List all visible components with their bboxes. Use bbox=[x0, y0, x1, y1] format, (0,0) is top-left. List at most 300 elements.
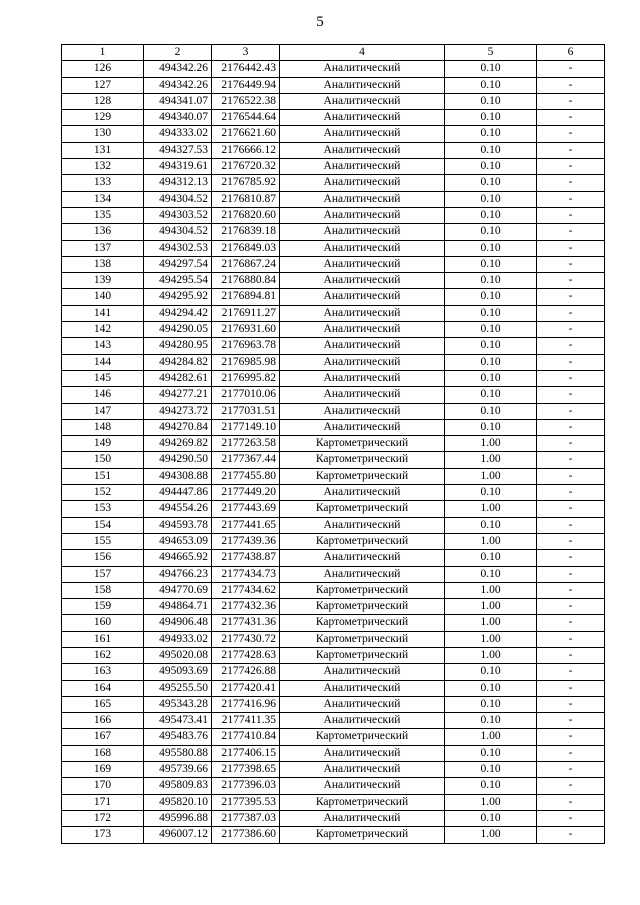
note-cell: - bbox=[537, 517, 605, 533]
method-cell: Аналитический bbox=[280, 354, 445, 370]
method-cell: Аналитический bbox=[280, 175, 445, 191]
method-cell: Аналитический bbox=[280, 485, 445, 501]
accuracy-cell: 0.10 bbox=[445, 273, 537, 289]
accuracy-cell: 0.10 bbox=[445, 93, 537, 109]
accuracy-cell: 0.10 bbox=[445, 191, 537, 207]
point-number-cell: 137 bbox=[62, 240, 144, 256]
note-cell: - bbox=[537, 582, 605, 598]
x-coordinate-cell: 494290.05 bbox=[144, 322, 212, 338]
method-cell: Аналитический bbox=[280, 77, 445, 93]
point-number-cell: 151 bbox=[62, 468, 144, 484]
y-coordinate-cell: 2177396.03 bbox=[212, 778, 280, 794]
note-cell: - bbox=[537, 305, 605, 321]
note-cell: - bbox=[537, 599, 605, 615]
note-cell: - bbox=[537, 77, 605, 93]
accuracy-cell: 0.10 bbox=[445, 110, 537, 126]
table-row bbox=[62, 468, 605, 484]
table-row bbox=[62, 370, 605, 386]
accuracy-cell: 0.10 bbox=[445, 175, 537, 191]
method-cell: Аналитический bbox=[280, 664, 445, 680]
accuracy-cell: 0.10 bbox=[445, 322, 537, 338]
y-coordinate-cell: 2176442.43 bbox=[212, 61, 280, 77]
point-number-cell: 126 bbox=[62, 61, 144, 77]
table-row bbox=[62, 419, 605, 435]
x-coordinate-cell: 494770.69 bbox=[144, 582, 212, 598]
note-cell: - bbox=[537, 142, 605, 158]
accuracy-cell: 1.00 bbox=[445, 827, 537, 843]
x-coordinate-cell: 494304.52 bbox=[144, 224, 212, 240]
accuracy-cell: 0.10 bbox=[445, 566, 537, 582]
accuracy-cell: 0.10 bbox=[445, 207, 537, 223]
x-coordinate-cell: 495809.83 bbox=[144, 778, 212, 794]
accuracy-cell: 0.10 bbox=[445, 224, 537, 240]
table-row bbox=[62, 77, 605, 93]
point-number-cell: 167 bbox=[62, 729, 144, 745]
table-header-row bbox=[62, 45, 605, 61]
table-row bbox=[62, 110, 605, 126]
note-cell: - bbox=[537, 224, 605, 240]
table-row bbox=[62, 729, 605, 745]
point-number-cell: 148 bbox=[62, 419, 144, 435]
table-row bbox=[62, 305, 605, 321]
note-cell: - bbox=[537, 289, 605, 305]
table-row bbox=[62, 827, 605, 843]
column-header-2: 2 bbox=[144, 45, 212, 61]
accuracy-cell: 0.10 bbox=[445, 61, 537, 77]
y-coordinate-cell: 2177431.36 bbox=[212, 615, 280, 631]
point-number-cell: 131 bbox=[62, 142, 144, 158]
method-cell: Аналитический bbox=[280, 810, 445, 826]
point-number-cell: 160 bbox=[62, 615, 144, 631]
accuracy-cell: 0.10 bbox=[445, 696, 537, 712]
point-number-cell: 146 bbox=[62, 387, 144, 403]
note-cell: - bbox=[537, 191, 605, 207]
y-coordinate-cell: 2177367.44 bbox=[212, 452, 280, 468]
table-row bbox=[62, 403, 605, 419]
x-coordinate-cell: 494282.61 bbox=[144, 370, 212, 386]
accuracy-cell: 0.10 bbox=[445, 419, 537, 435]
x-coordinate-cell: 494340.07 bbox=[144, 110, 212, 126]
y-coordinate-cell: 2177438.87 bbox=[212, 550, 280, 566]
point-number-cell: 164 bbox=[62, 680, 144, 696]
note-cell: - bbox=[537, 631, 605, 647]
table-row bbox=[62, 354, 605, 370]
x-coordinate-cell: 494304.52 bbox=[144, 191, 212, 207]
x-coordinate-cell: 494327.53 bbox=[144, 142, 212, 158]
y-coordinate-cell: 2176995.82 bbox=[212, 370, 280, 386]
y-coordinate-cell: 2177434.73 bbox=[212, 566, 280, 582]
note-cell: - bbox=[537, 159, 605, 175]
y-coordinate-cell: 2176931.60 bbox=[212, 322, 280, 338]
x-coordinate-cell: 495739.66 bbox=[144, 762, 212, 778]
x-coordinate-cell: 494302.53 bbox=[144, 240, 212, 256]
method-cell: Аналитический bbox=[280, 142, 445, 158]
y-coordinate-cell: 2177395.53 bbox=[212, 794, 280, 810]
note-cell: - bbox=[537, 680, 605, 696]
table-row bbox=[62, 387, 605, 403]
x-coordinate-cell: 495020.08 bbox=[144, 647, 212, 663]
x-coordinate-cell: 494308.88 bbox=[144, 468, 212, 484]
point-number-cell: 168 bbox=[62, 745, 144, 761]
point-number-cell: 128 bbox=[62, 93, 144, 109]
table-row bbox=[62, 631, 605, 647]
point-number-cell: 172 bbox=[62, 810, 144, 826]
point-number-cell: 130 bbox=[62, 126, 144, 142]
table-row bbox=[62, 436, 605, 452]
accuracy-cell: 1.00 bbox=[445, 533, 537, 549]
y-coordinate-cell: 2177432.36 bbox=[212, 599, 280, 615]
note-cell: - bbox=[537, 647, 605, 663]
y-coordinate-cell: 2177411.35 bbox=[212, 713, 280, 729]
accuracy-cell: 0.10 bbox=[445, 159, 537, 175]
y-coordinate-cell: 2176880.84 bbox=[212, 273, 280, 289]
y-coordinate-cell: 2176810.87 bbox=[212, 191, 280, 207]
x-coordinate-cell: 495093.69 bbox=[144, 664, 212, 680]
point-number-cell: 150 bbox=[62, 452, 144, 468]
note-cell: - bbox=[537, 501, 605, 517]
table-row bbox=[62, 566, 605, 582]
y-coordinate-cell: 2176449.94 bbox=[212, 77, 280, 93]
table-row bbox=[62, 126, 605, 142]
x-coordinate-cell: 494277.21 bbox=[144, 387, 212, 403]
method-cell: Аналитический bbox=[280, 338, 445, 354]
accuracy-cell: 0.10 bbox=[445, 240, 537, 256]
accuracy-cell: 0.10 bbox=[445, 387, 537, 403]
accuracy-cell: 0.10 bbox=[445, 142, 537, 158]
accuracy-cell: 0.10 bbox=[445, 354, 537, 370]
note-cell: - bbox=[537, 696, 605, 712]
method-cell: Аналитический bbox=[280, 305, 445, 321]
accuracy-cell: 0.10 bbox=[445, 370, 537, 386]
y-coordinate-cell: 2177439.36 bbox=[212, 533, 280, 549]
y-coordinate-cell: 2177031.51 bbox=[212, 403, 280, 419]
note-cell: - bbox=[537, 713, 605, 729]
x-coordinate-cell: 494665.92 bbox=[144, 550, 212, 566]
x-coordinate-cell: 494273.72 bbox=[144, 403, 212, 419]
point-number-cell: 161 bbox=[62, 631, 144, 647]
table-body bbox=[62, 61, 605, 843]
method-cell: Картометрический bbox=[280, 452, 445, 468]
point-number-cell: 143 bbox=[62, 338, 144, 354]
table-row bbox=[62, 680, 605, 696]
point-number-cell: 149 bbox=[62, 436, 144, 452]
point-number-cell: 132 bbox=[62, 159, 144, 175]
accuracy-cell: 0.10 bbox=[445, 126, 537, 142]
method-cell: Аналитический bbox=[280, 61, 445, 77]
y-coordinate-cell: 2177149.10 bbox=[212, 419, 280, 435]
method-cell: Картометрический bbox=[280, 827, 445, 843]
table-row bbox=[62, 696, 605, 712]
x-coordinate-cell: 494295.92 bbox=[144, 289, 212, 305]
accuracy-cell: 0.10 bbox=[445, 517, 537, 533]
note-cell: - bbox=[537, 370, 605, 386]
y-coordinate-cell: 2177428.63 bbox=[212, 647, 280, 663]
column-header-4: 4 bbox=[280, 45, 445, 61]
x-coordinate-cell: 495580.88 bbox=[144, 745, 212, 761]
y-coordinate-cell: 2177455.80 bbox=[212, 468, 280, 484]
x-coordinate-cell: 494295.54 bbox=[144, 273, 212, 289]
note-cell: - bbox=[537, 452, 605, 468]
x-coordinate-cell: 494554.26 bbox=[144, 501, 212, 517]
point-number-cell: 133 bbox=[62, 175, 144, 191]
x-coordinate-cell: 494284.82 bbox=[144, 354, 212, 370]
method-cell: Аналитический bbox=[280, 696, 445, 712]
table-row bbox=[62, 745, 605, 761]
accuracy-cell: 0.10 bbox=[445, 664, 537, 680]
point-number-cell: 145 bbox=[62, 370, 144, 386]
accuracy-cell: 1.00 bbox=[445, 647, 537, 663]
y-coordinate-cell: 2177449.20 bbox=[212, 485, 280, 501]
y-coordinate-cell: 2176894.81 bbox=[212, 289, 280, 305]
method-cell: Аналитический bbox=[280, 110, 445, 126]
accuracy-cell: 0.10 bbox=[445, 762, 537, 778]
x-coordinate-cell: 496007.12 bbox=[144, 827, 212, 843]
table-row bbox=[62, 582, 605, 598]
point-number-cell: 140 bbox=[62, 289, 144, 305]
accuracy-cell: 1.00 bbox=[445, 436, 537, 452]
method-cell: Картометрический bbox=[280, 533, 445, 549]
table-row bbox=[62, 289, 605, 305]
point-number-cell: 173 bbox=[62, 827, 144, 843]
accuracy-cell: 1.00 bbox=[445, 468, 537, 484]
method-cell: Аналитический bbox=[280, 566, 445, 582]
accuracy-cell: 0.10 bbox=[445, 745, 537, 761]
x-coordinate-cell: 495483.76 bbox=[144, 729, 212, 745]
point-number-cell: 138 bbox=[62, 256, 144, 272]
note-cell: - bbox=[537, 354, 605, 370]
note-cell: - bbox=[537, 729, 605, 745]
y-coordinate-cell: 2177387.03 bbox=[212, 810, 280, 826]
table-row bbox=[62, 224, 605, 240]
table-row bbox=[62, 647, 605, 663]
x-coordinate-cell: 495255.50 bbox=[144, 680, 212, 696]
table-row bbox=[62, 93, 605, 109]
point-number-cell: 147 bbox=[62, 403, 144, 419]
method-cell: Аналитический bbox=[280, 550, 445, 566]
table-row bbox=[62, 159, 605, 175]
note-cell: - bbox=[537, 387, 605, 403]
point-number-cell: 166 bbox=[62, 713, 144, 729]
point-number-cell: 169 bbox=[62, 762, 144, 778]
accuracy-cell: 0.10 bbox=[445, 778, 537, 794]
method-cell: Картометрический bbox=[280, 582, 445, 598]
table-row bbox=[62, 256, 605, 272]
table-row bbox=[62, 338, 605, 354]
note-cell: - bbox=[537, 485, 605, 501]
note-cell: - bbox=[537, 419, 605, 435]
y-coordinate-cell: 2176985.98 bbox=[212, 354, 280, 370]
y-coordinate-cell: 2176522.38 bbox=[212, 93, 280, 109]
x-coordinate-cell: 494290.50 bbox=[144, 452, 212, 468]
note-cell: - bbox=[537, 256, 605, 272]
note-cell: - bbox=[537, 403, 605, 419]
table-row bbox=[62, 533, 605, 549]
x-coordinate-cell: 494766.23 bbox=[144, 566, 212, 582]
coordinates-table bbox=[61, 44, 605, 844]
point-number-cell: 127 bbox=[62, 77, 144, 93]
method-cell: Картометрический bbox=[280, 794, 445, 810]
y-coordinate-cell: 2177416.96 bbox=[212, 696, 280, 712]
accuracy-cell: 1.00 bbox=[445, 599, 537, 615]
y-coordinate-cell: 2176963.78 bbox=[212, 338, 280, 354]
note-cell: - bbox=[537, 126, 605, 142]
y-coordinate-cell: 2177010.06 bbox=[212, 387, 280, 403]
note-cell: - bbox=[537, 338, 605, 354]
accuracy-cell: 0.10 bbox=[445, 305, 537, 321]
column-header-3: 3 bbox=[212, 45, 280, 61]
table-row bbox=[62, 273, 605, 289]
point-number-cell: 153 bbox=[62, 501, 144, 517]
note-cell: - bbox=[537, 175, 605, 191]
y-coordinate-cell: 2176720.32 bbox=[212, 159, 280, 175]
point-number-cell: 163 bbox=[62, 664, 144, 680]
y-coordinate-cell: 2176867.24 bbox=[212, 256, 280, 272]
note-cell: - bbox=[537, 566, 605, 582]
method-cell: Аналитический bbox=[280, 224, 445, 240]
point-number-cell: 171 bbox=[62, 794, 144, 810]
note-cell: - bbox=[537, 533, 605, 549]
note-cell: - bbox=[537, 273, 605, 289]
point-number-cell: 141 bbox=[62, 305, 144, 321]
note-cell: - bbox=[537, 110, 605, 126]
x-coordinate-cell: 494294.42 bbox=[144, 305, 212, 321]
table-row bbox=[62, 810, 605, 826]
x-coordinate-cell: 494653.09 bbox=[144, 533, 212, 549]
note-cell: - bbox=[537, 436, 605, 452]
x-coordinate-cell: 495343.28 bbox=[144, 696, 212, 712]
accuracy-cell: 0.10 bbox=[445, 550, 537, 566]
y-coordinate-cell: 2177443.69 bbox=[212, 501, 280, 517]
y-coordinate-cell: 2177410.84 bbox=[212, 729, 280, 745]
point-number-cell: 158 bbox=[62, 582, 144, 598]
method-cell: Аналитический bbox=[280, 93, 445, 109]
note-cell: - bbox=[537, 550, 605, 566]
y-coordinate-cell: 2177406.15 bbox=[212, 745, 280, 761]
x-coordinate-cell: 494280.95 bbox=[144, 338, 212, 354]
table-row bbox=[62, 599, 605, 615]
method-cell: Картометрический bbox=[280, 468, 445, 484]
method-cell: Аналитический bbox=[280, 370, 445, 386]
table-row bbox=[62, 762, 605, 778]
point-number-cell: 136 bbox=[62, 224, 144, 240]
y-coordinate-cell: 2177386.60 bbox=[212, 827, 280, 843]
point-number-cell: 162 bbox=[62, 647, 144, 663]
table-row bbox=[62, 207, 605, 223]
table-row bbox=[62, 61, 605, 77]
note-cell: - bbox=[537, 322, 605, 338]
note-cell: - bbox=[537, 468, 605, 484]
accuracy-cell: 1.00 bbox=[445, 582, 537, 598]
table-row bbox=[62, 142, 605, 158]
table-row bbox=[62, 322, 605, 338]
method-cell: Аналитический bbox=[280, 256, 445, 272]
y-coordinate-cell: 2177398.65 bbox=[212, 762, 280, 778]
method-cell: Аналитический bbox=[280, 387, 445, 403]
x-coordinate-cell: 494341.07 bbox=[144, 93, 212, 109]
note-cell: - bbox=[537, 762, 605, 778]
method-cell: Аналитический bbox=[280, 713, 445, 729]
point-number-cell: 129 bbox=[62, 110, 144, 126]
point-number-cell: 139 bbox=[62, 273, 144, 289]
x-coordinate-cell: 494269.82 bbox=[144, 436, 212, 452]
page-number: 5 bbox=[316, 14, 324, 30]
x-coordinate-cell: 494319.61 bbox=[144, 159, 212, 175]
accuracy-cell: 0.10 bbox=[445, 485, 537, 501]
point-number-cell: 165 bbox=[62, 696, 144, 712]
x-coordinate-cell: 494333.02 bbox=[144, 126, 212, 142]
note-cell: - bbox=[537, 794, 605, 810]
y-coordinate-cell: 2177434.62 bbox=[212, 582, 280, 598]
note-cell: - bbox=[537, 664, 605, 680]
column-header-1: 1 bbox=[62, 45, 144, 61]
point-number-cell: 156 bbox=[62, 550, 144, 566]
y-coordinate-cell: 2176544.64 bbox=[212, 110, 280, 126]
y-coordinate-cell: 2177263.58 bbox=[212, 436, 280, 452]
accuracy-cell: 1.00 bbox=[445, 794, 537, 810]
point-number-cell: 135 bbox=[62, 207, 144, 223]
x-coordinate-cell: 494342.26 bbox=[144, 77, 212, 93]
x-coordinate-cell: 494906.48 bbox=[144, 615, 212, 631]
accuracy-cell: 1.00 bbox=[445, 729, 537, 745]
note-cell: - bbox=[537, 240, 605, 256]
table-row bbox=[62, 452, 605, 468]
method-cell: Аналитический bbox=[280, 419, 445, 435]
y-coordinate-cell: 2177430.72 bbox=[212, 631, 280, 647]
point-number-cell: 152 bbox=[62, 485, 144, 501]
table-row bbox=[62, 794, 605, 810]
point-number-cell: 154 bbox=[62, 517, 144, 533]
point-number-cell: 144 bbox=[62, 354, 144, 370]
method-cell: Картометрический bbox=[280, 501, 445, 517]
y-coordinate-cell: 2176820.60 bbox=[212, 207, 280, 223]
x-coordinate-cell: 494342.26 bbox=[144, 61, 212, 77]
method-cell: Аналитический bbox=[280, 191, 445, 207]
point-number-cell: 157 bbox=[62, 566, 144, 582]
accuracy-cell: 0.10 bbox=[445, 403, 537, 419]
note-cell: - bbox=[537, 778, 605, 794]
x-coordinate-cell: 494447.86 bbox=[144, 485, 212, 501]
x-coordinate-cell: 495996.88 bbox=[144, 810, 212, 826]
method-cell: Аналитический bbox=[280, 322, 445, 338]
x-coordinate-cell: 495820.10 bbox=[144, 794, 212, 810]
note-cell: - bbox=[537, 615, 605, 631]
method-cell: Аналитический bbox=[280, 240, 445, 256]
table-row bbox=[62, 550, 605, 566]
table-row bbox=[62, 191, 605, 207]
method-cell: Аналитический bbox=[280, 289, 445, 305]
method-cell: Аналитический bbox=[280, 517, 445, 533]
note-cell: - bbox=[537, 61, 605, 77]
table-row bbox=[62, 664, 605, 680]
accuracy-cell: 1.00 bbox=[445, 452, 537, 468]
y-coordinate-cell: 2176911.27 bbox=[212, 305, 280, 321]
note-cell: - bbox=[537, 207, 605, 223]
accuracy-cell: 0.10 bbox=[445, 338, 537, 354]
table-row bbox=[62, 615, 605, 631]
y-coordinate-cell: 2176849.03 bbox=[212, 240, 280, 256]
method-cell: Картометрический bbox=[280, 729, 445, 745]
accuracy-cell: 0.10 bbox=[445, 77, 537, 93]
method-cell: Картометрический bbox=[280, 615, 445, 631]
method-cell: Аналитический bbox=[280, 273, 445, 289]
point-number-cell: 155 bbox=[62, 533, 144, 549]
table-row bbox=[62, 501, 605, 517]
method-cell: Аналитический bbox=[280, 207, 445, 223]
table-row bbox=[62, 517, 605, 533]
method-cell: Аналитический bbox=[280, 403, 445, 419]
method-cell: Картометрический bbox=[280, 599, 445, 615]
accuracy-cell: 0.10 bbox=[445, 810, 537, 826]
